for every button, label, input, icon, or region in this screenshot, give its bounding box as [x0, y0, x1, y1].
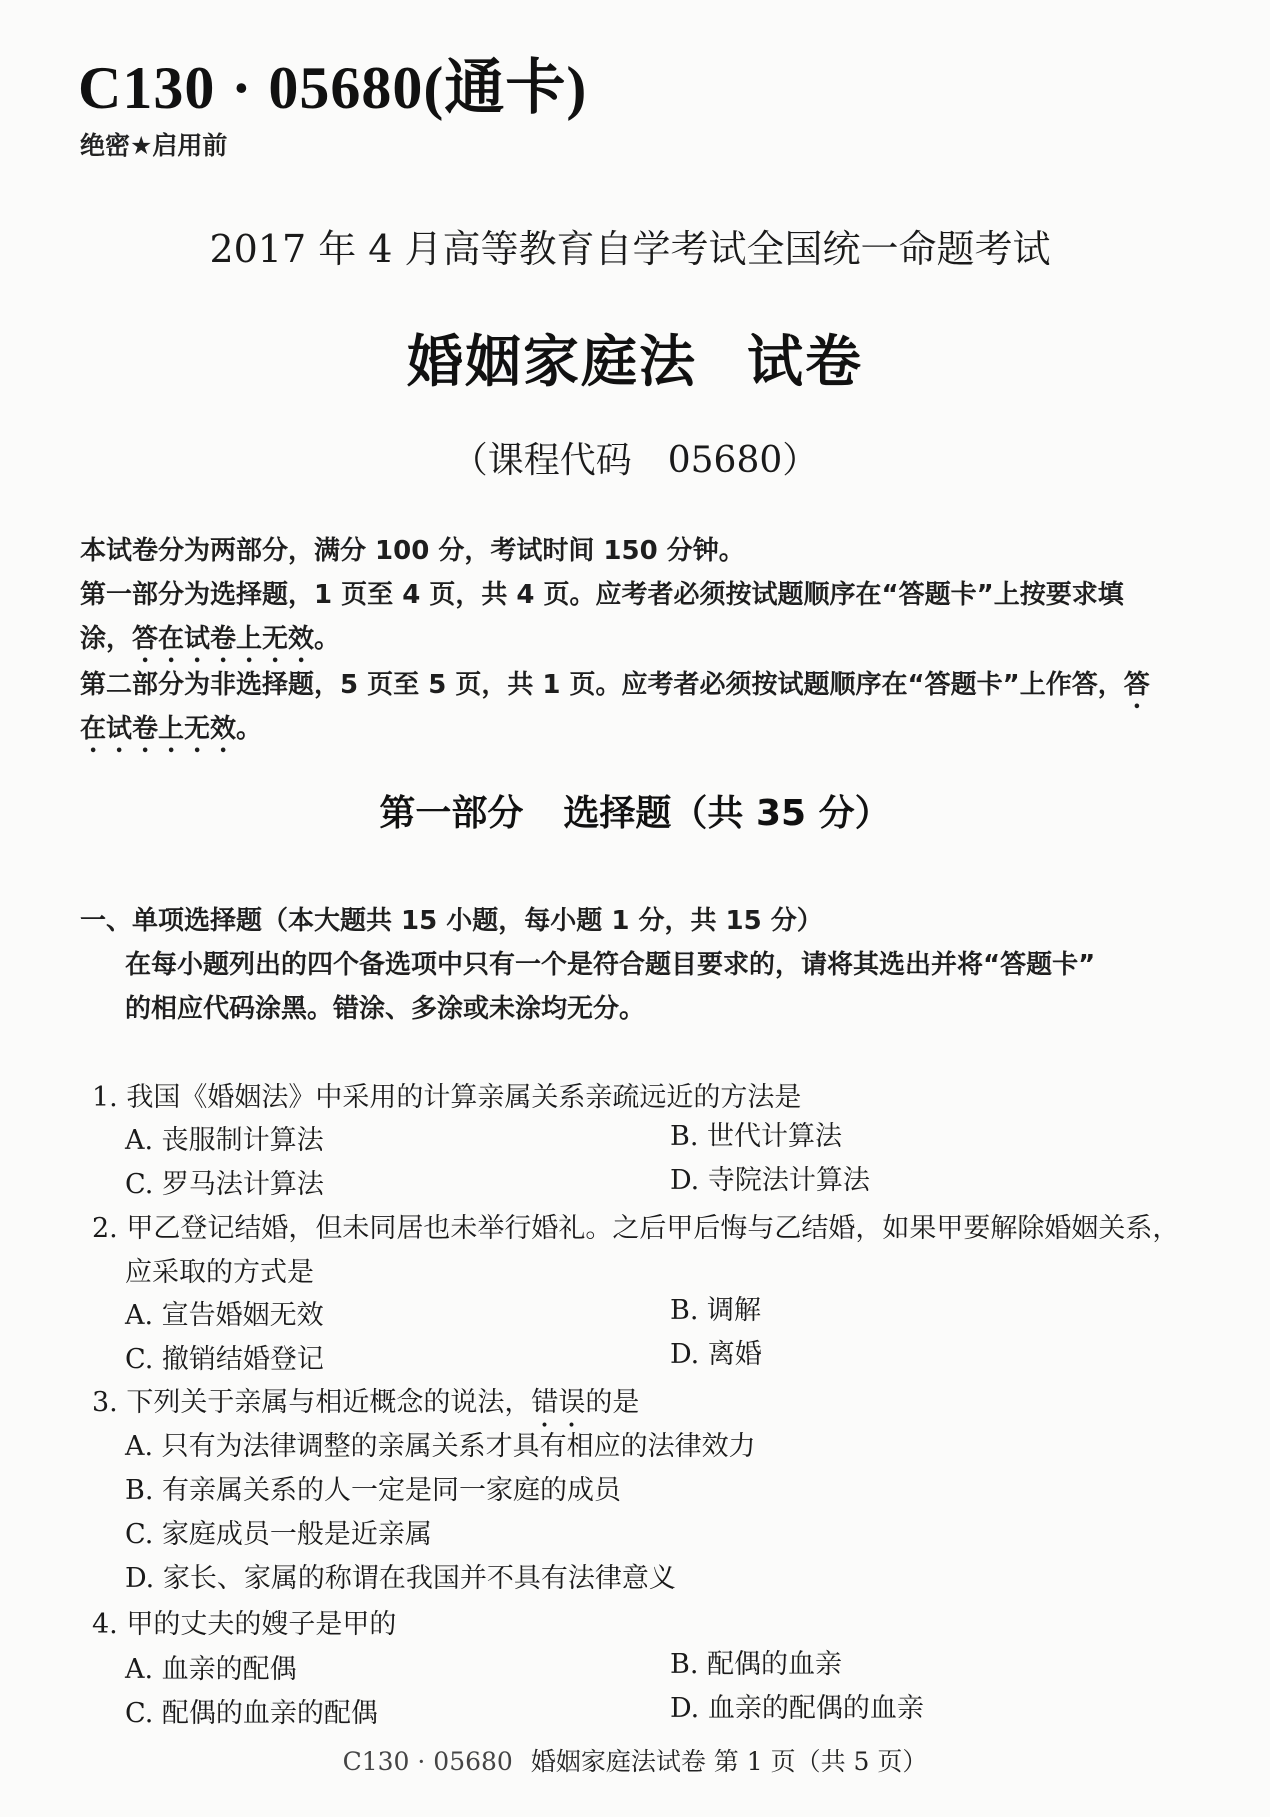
paper-title: [0, 318, 1270, 398]
question-text: 的是: [585, 1387, 640, 1418]
exam-title: 2017 年 4 月高等教育自学考试全国统一命题考试: [209, 227, 1051, 271]
confidentiality-label: 绝密★启用前: [80, 131, 228, 160]
subject-name: 婚姻家庭法: [407, 329, 697, 395]
question-2-option-a: A. 宣告婚姻无效: [125, 1300, 324, 1331]
question-group-desc-2: 的相应代码涂黑。错涂、多涂或未涂均无分。: [125, 994, 646, 1024]
question-4-option-c: C. 配偶的血亲的配偶: [125, 1698, 378, 1729]
instruction-line-1: 本试卷分为两部分，满分 100 分，考试时间 150 分钟。: [80, 536, 745, 566]
instruction-line-3: [80, 618, 340, 669]
question-3-option-d: D. 家长、家属的称谓在我国并不具有法律意义: [125, 1563, 676, 1594]
question-group-title: 一、单项选择题（本大题共 15 小题，每小题 1 分，共 15 分）: [80, 906, 823, 936]
emphasized-text: 答: [1123, 670, 1150, 700]
emphasized-text: 答在试卷上无效: [132, 624, 315, 654]
question-2-option-c: C. 撤销结婚登记: [125, 1344, 324, 1375]
instruction-text: 。: [314, 624, 341, 654]
question-2-option-b: B. 调解: [670, 1295, 762, 1326]
paper-code-header: C130 · 05680(通卡): [78, 55, 588, 121]
page-footer: [0, 1742, 1270, 1778]
question-4-stem: 4. 甲的丈夫的嫂子是甲的: [92, 1609, 397, 1640]
question-text: 3. 下列关于亲属与相近概念的说法，: [92, 1387, 532, 1418]
instruction-line-5: [80, 708, 262, 759]
question-2-stem-continued: 应采取的方式是: [125, 1257, 314, 1288]
footer-page-label: 婚姻家庭法试卷 第 1 页（共 5 页）: [530, 1747, 928, 1776]
instruction-text: 。: [236, 714, 263, 744]
instruction-line-2: 第一部分为选择题，1 页至 4 页，共 4 页。应考者必须按试题顺序在“答题卡”上按要求填: [80, 580, 1124, 610]
question-2-stem: 2. 甲乙登记结婚，但未同居也未举行婚礼。之后甲后悔与乙结婚，如果甲要解除婚姻关系，: [92, 1213, 1180, 1244]
question-3-option-a: A. 只有为法律调整的亲属关系才具有相应的法律效力: [125, 1431, 756, 1462]
question-2-option-d: D. 离婚: [670, 1339, 762, 1370]
question-3-option-c: C. 家庭成员一般是近亲属: [125, 1519, 432, 1550]
emphasized-text: 错误: [531, 1387, 586, 1418]
question-1-option-b: B. 世代计算法: [670, 1121, 843, 1152]
section-name: 选择题（共 35 分）: [563, 793, 891, 834]
question-1-stem: 1. 我国《婚姻法》中采用的计算亲属关系亲疏远近的方法是: [92, 1082, 802, 1113]
question-1-option-c: C. 罗马法计算法: [125, 1169, 324, 1200]
bleed-through-text: [680, 112, 966, 143]
question-1-option-a: A. 丧服制计算法: [125, 1125, 324, 1156]
question-1-option-d: D. 寺院法计算法: [670, 1165, 870, 1196]
question-4-option-d: D. 血亲的配偶的血亲: [670, 1693, 924, 1724]
question-4-option-b: B. 配偶的血亲: [670, 1649, 843, 1680]
instruction-text: 涂，: [80, 624, 133, 654]
footer-paper-code: C130 · 05680: [342, 1747, 513, 1776]
question-group-desc-1: 在每小题列出的四个备选项中只有一个是符合题目要求的，请将其选出并将“答题卡”: [125, 950, 1096, 980]
instruction-text: 第二部分为非选择题，5 页至 5 页，共 1 页。应考者必须按试题顺序在“答题卡”上作答，: [80, 670, 1124, 700]
question-3-option-b: B. 有亲属关系的人一定是同一家庭的成员: [125, 1475, 622, 1506]
course-code: （课程代码 05680）: [451, 440, 819, 481]
section-heading: [0, 785, 1270, 836]
question-4-option-a: A. 血亲的配偶: [125, 1654, 297, 1685]
paper-label: 试卷: [747, 329, 863, 395]
section-part: 第一部分: [379, 793, 524, 834]
emphasized-text: 在试卷上无效: [80, 714, 237, 744]
